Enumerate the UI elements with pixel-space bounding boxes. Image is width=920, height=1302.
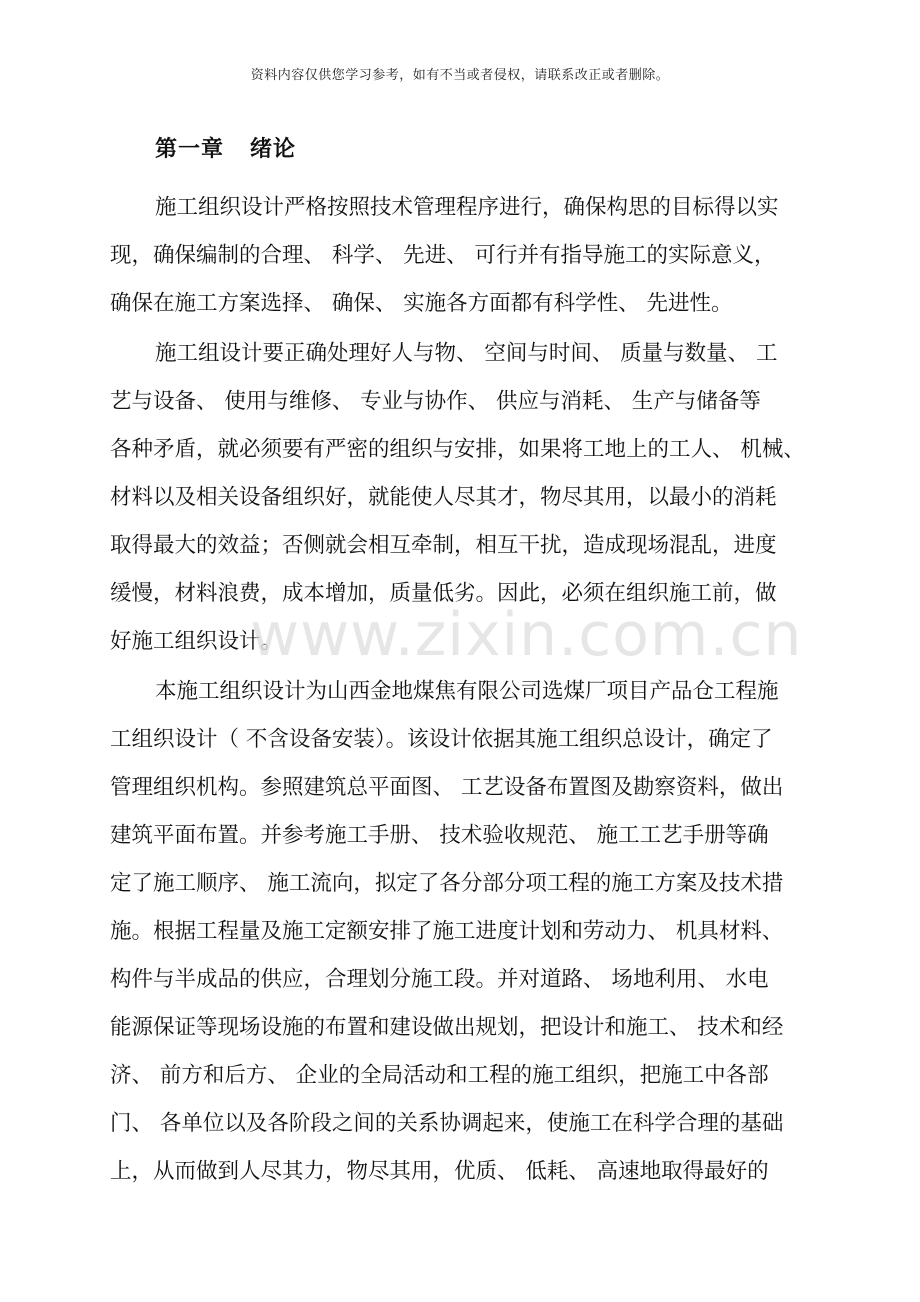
paragraph-2-line-2: 艺与设备、 使用与维修、 专业与协作、 供应与消耗、 生产与储备等 <box>110 389 761 414</box>
paragraph-3-line-6: 施。根据工程量及施工定额安排了施工进度计划和劳动力、 机具材料、 <box>110 919 784 944</box>
paragraph-3-line-10: 门、 各单位以及各阶段之间的关系协调起来，使施工在科学合理的基础 <box>110 1111 784 1136</box>
paragraph-2-line-6: 缓慢，材料浪费，成本增加，质量低劣。因此，必须在组织施工前，做 <box>110 581 777 606</box>
paragraph-3-line-4: 建筑平面布置。并参考施工手册、 技术验收规范、 施工工艺手册等确 <box>110 823 769 848</box>
paragraph-2-line-3: 各种矛盾，就必须要有严密的组织与安排，如果将工地上的工人、 机械、 <box>110 437 805 462</box>
paragraph-3-line-11: 上，从而做到人尽其力，物尽其用，优质、 低耗、 高速地取得最好的 <box>110 1159 769 1184</box>
paragraph-1-line-1: 施工组织设计严格按照技术管理程序进行，确保构思的目标得以实 <box>155 195 779 220</box>
chapter-title: 第一章 绪论 <box>155 137 296 162</box>
paragraph-3-line-2: 工组织设计（ 不含设备安装）。该设计依据其施工组织总设计，确定了 <box>110 727 773 752</box>
paragraph-2-line-4: 材料以及相关设备组织好，就能使人尽其才，物尽其用，以最小的消耗 <box>110 485 777 510</box>
paragraph-3-line-1: 本施工组织设计为山西金地煤焦有限公司选煤厂项目产品仓工程施 <box>155 679 779 704</box>
header-disclaimer: 资料内容仅供您学习参考，如有不当或者侵权，请联系改正或者删除。 <box>250 68 670 83</box>
paragraph-3-line-3: 管理组织机构。参照建筑总平面图、 工艺设备布置图及勘察资料，做出 <box>110 775 784 800</box>
paragraph-1-line-3: 确保在施工方案选择、 确保、 实施各方面都有科学性、 先进性。 <box>110 291 733 316</box>
paragraph-3-line-8: 能源保证等现场设施的布置和建设做出规划，把设计和施工、 技术和经 <box>110 1015 784 1040</box>
paragraph-3-line-9: 济、 前方和后方、 企业的全局活动和工程的施工组织，把施工中各部 <box>110 1063 769 1088</box>
paragraph-2-line-7: 好施工组织设计。 <box>110 629 283 654</box>
site-watermark: www.zixin.com.cn <box>250 600 803 670</box>
paragraph-3-line-7: 构件与半成品的供应，合理划分施工段。并对道路、 场地利用、 水电 <box>110 967 769 992</box>
paragraph-2-line-5: 取得最大的效益；否侧就会相互牵制，相互干扰，造成现场混乱，进度 <box>110 533 777 558</box>
paragraph-1-line-2: 现，确保编制的合理、 科学、 先进、 可行并有指导施工的实际意义， <box>110 243 776 268</box>
paragraph-2-line-1: 施工组设计要正确处理好人与物、 空间与时间、 质量与数量、 工 <box>155 341 778 366</box>
paragraph-3-line-5: 定了施工顺序、 施工流向，拟定了各分部分项工程的施工方案及技术措 <box>110 871 784 896</box>
